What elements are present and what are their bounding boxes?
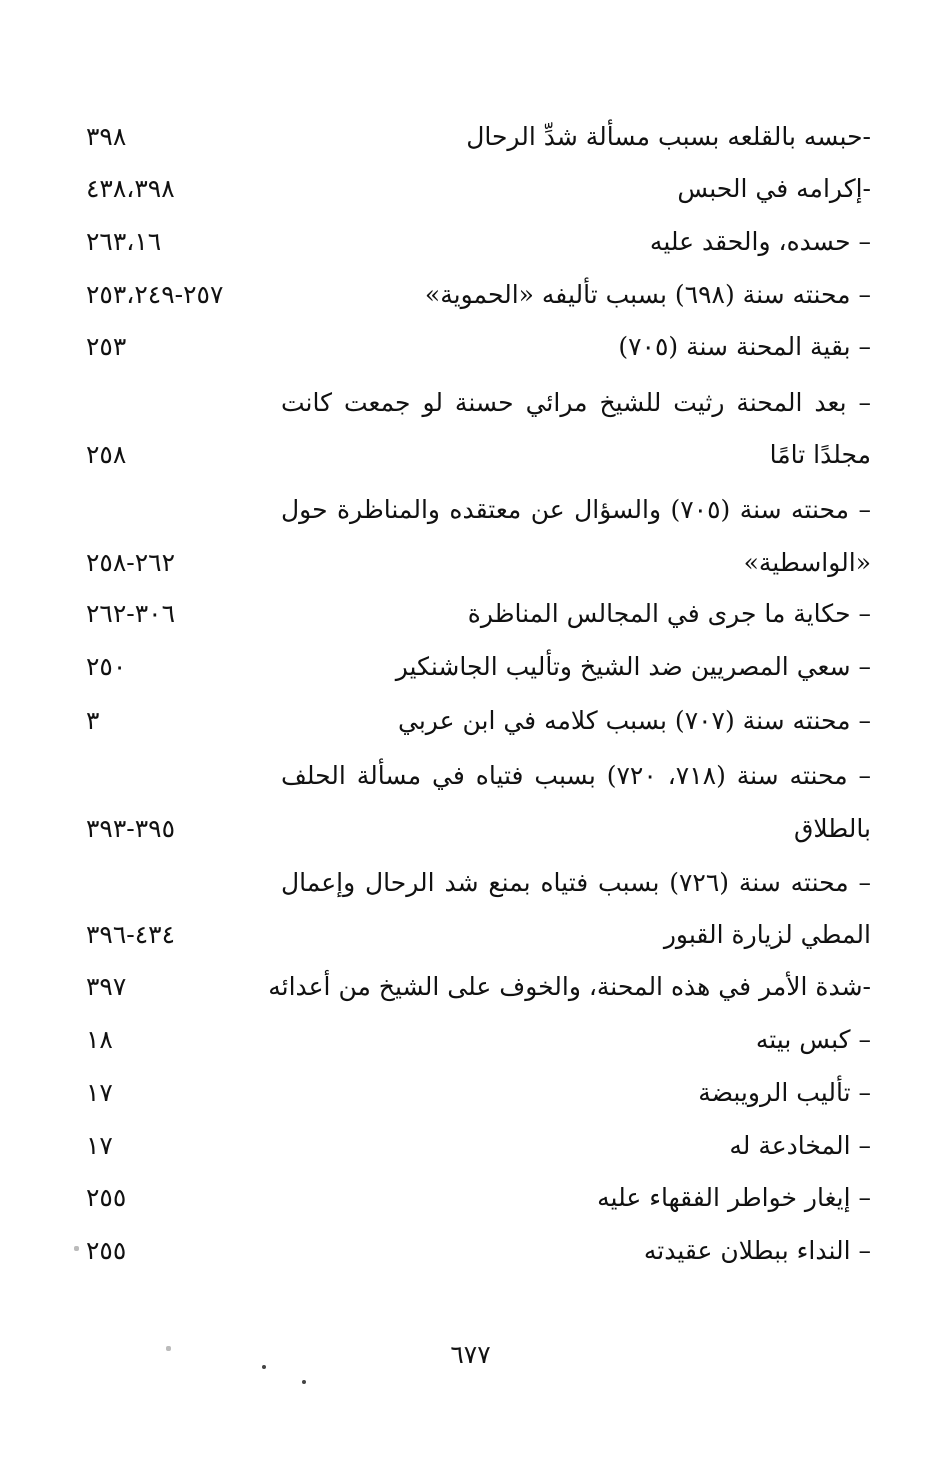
- entry-pages: ٢٦٢-٢٥٨: [86, 548, 176, 577]
- index-entry-continuation: [0, 912, 941, 962]
- index-entry: [0, 380, 941, 430]
- index-entry: [0, 166, 941, 216]
- index-entry: [0, 644, 941, 694]
- index-entry: [0, 1070, 941, 1120]
- entry-text: -شدة الأمر في هذه المحنة، والخوف على الشيخ من أعدائه: [268, 972, 871, 1001]
- entry-text: – محنته سنة (٧٠٥) والسؤال عن معتقده والمناظرة حول: [281, 495, 871, 524]
- entry-pages: ٢٦٣،١٦: [86, 227, 162, 256]
- scan-speck: [302, 1380, 306, 1384]
- entry-text: – بعد المحنة رثيت للشيخ مرائي حسنة لو جمعت كانت: [281, 388, 871, 417]
- entry-pages: ٤٣٨،٣٩٨: [86, 174, 175, 203]
- index-entry: [0, 1017, 941, 1067]
- index-entry: [0, 219, 941, 269]
- index-entry-continuation: [0, 432, 941, 482]
- page-number: ٦٧٧: [450, 1340, 491, 1369]
- entry-text: – حسده، والحقد عليه: [649, 227, 871, 256]
- entry-text: «الواسطية»: [743, 548, 871, 577]
- entry-text: – النداء ببطلان عقيدته: [643, 1236, 871, 1265]
- entry-text: -حبسه بالقلعه بسبب مسألة شدِّ الرحال: [466, 122, 871, 151]
- entry-text: مجلدًا تامًا: [769, 440, 871, 469]
- entry-pages: ٤٣٤-٣٩٦: [86, 920, 176, 949]
- entry-pages: ٣٩٨: [86, 122, 127, 151]
- entry-text: بالطلاق: [793, 814, 871, 843]
- entry-pages: ١٧: [86, 1131, 113, 1160]
- entry-pages: ٣: [86, 706, 100, 735]
- entry-text: – إيغار خواطر الفقهاء عليه: [597, 1183, 871, 1212]
- entry-text: – محنته سنة (٧١٨، ٧٢٠) بسبب فتياه في مسألة الحلف: [281, 761, 872, 790]
- entry-text: – كبس بيته: [755, 1025, 871, 1054]
- index-entry: [0, 964, 941, 1014]
- entry-text: – حكاية ما جرى في المجالس المناظرة: [467, 599, 871, 628]
- entry-pages: ٢٥٠: [86, 652, 127, 681]
- entry-pages: ٢٥٥: [86, 1183, 127, 1212]
- entry-pages: ١٧: [86, 1078, 113, 1107]
- index-entry: [0, 114, 941, 164]
- scan-speck: [262, 1365, 266, 1369]
- index-entry: [0, 1123, 941, 1173]
- entry-pages: ٣٩٧: [86, 972, 127, 1001]
- entry-text: – المخادعة له: [729, 1131, 871, 1160]
- entry-text: – محنته سنة (٧٢٦) بسبب فتياه بمنع شد الرحال وإعمال: [281, 868, 871, 897]
- entry-pages: ١٨: [86, 1025, 113, 1054]
- entry-text: -إكرامه في الحبس: [677, 174, 871, 203]
- entry-pages: ٢٥٧-٢٥٣،٢٤٩: [86, 280, 224, 309]
- index-entry-continuation: [0, 540, 941, 590]
- index-entry: [0, 272, 941, 322]
- index-entry: [0, 698, 941, 748]
- entry-pages: ٢٥٣: [86, 332, 127, 361]
- entry-text: – بقية المحنة سنة (٧٠٥): [618, 332, 871, 361]
- index-entry: [0, 324, 941, 374]
- entry-text: – محنته سنة (٦٩٨) بسبب تأليفه «الحموية»: [424, 280, 871, 309]
- scan-speck: [166, 1346, 171, 1351]
- index-entry: [0, 591, 941, 641]
- scan-speck: [74, 1246, 79, 1251]
- index-entry: [0, 860, 941, 910]
- entry-text: – محنته سنة (٧٠٧) بسبب كلامه في ابن عربي: [398, 706, 871, 735]
- index-entry: [0, 753, 941, 803]
- index-entry: [0, 487, 941, 537]
- entry-pages: ٣٠٦-٢٦٢: [86, 599, 176, 628]
- entry-pages: ٢٥٥: [86, 1236, 127, 1265]
- entry-pages: ٢٥٨: [86, 440, 127, 469]
- entry-text: – تأليب الرويبضة: [698, 1078, 871, 1107]
- entry-text: المطي لزيارة القبور: [663, 920, 871, 949]
- index-entry: [0, 1175, 941, 1225]
- index-entry: [0, 1228, 941, 1278]
- entry-pages: ٣٩٥-٣٩٣: [86, 814, 176, 843]
- index-entry-continuation: [0, 806, 941, 856]
- entry-text: – سعي المصريين ضد الشيخ وتأليب الجاشنكير: [395, 652, 871, 681]
